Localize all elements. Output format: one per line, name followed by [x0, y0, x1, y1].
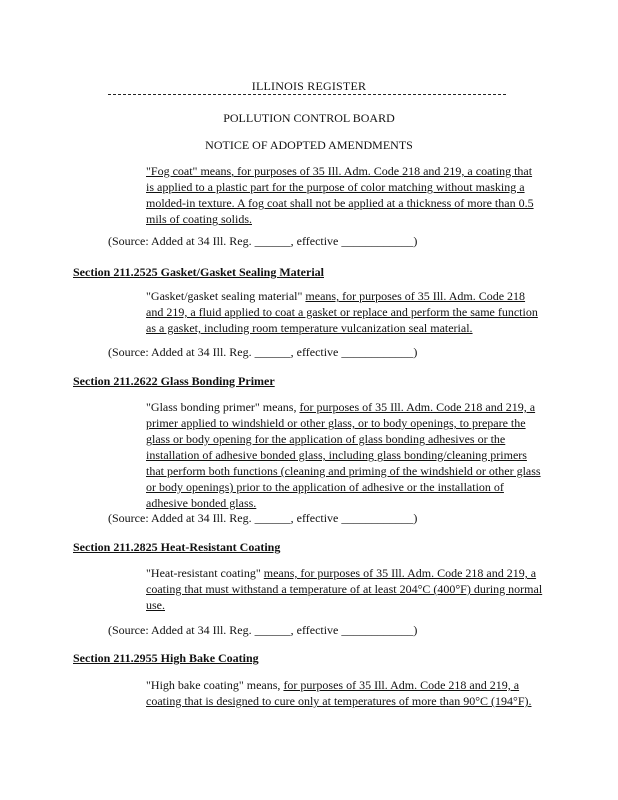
section-heading-2825: Section 211.2825 Heat-Resistant Coating	[73, 540, 281, 554]
source-note-4: (Source: Added at 34 Ill. Reg. ______, effective ____________)	[108, 623, 418, 637]
source-note-3: (Source: Added at 34 Ill. Reg. ______, effective ____________)	[108, 511, 418, 525]
glass-bonding-definition: "Glass bonding primer" means, for purposes of 35 Ill. Adm. Code 218 and 219, a primer applied to windshield or other glass, or to body openings, to prepare the glass or body opening for the application of glass bonding adhesives or the installation of adhesive bonded glass, including glass bonding/cleaning primers that perform both functions (cleaning and priming of the windshield or other glass or body openings) prior to the application of adhesive or the installation of adhesive bonded glass.	[146, 400, 541, 510]
board-title: POLLUTION CONTROL BOARD	[223, 111, 395, 125]
heat-resistant-definition: "Heat-resistant coating" means, for purposes of 35 Ill. Adm. Code 218 and 219, a coating that must withstand a temperature of at least 204°C (400°F) during normal use.	[146, 566, 543, 612]
source-note-2: (Source: Added at 34 Ill. Reg. ______, effective ____________)	[108, 345, 418, 359]
source-note-1: (Source: Added at 34 Ill. Reg. ______, effective ____________)	[108, 234, 418, 248]
section-heading-2622: Section 211.2622 Glass Bonding Primer	[73, 374, 275, 388]
gasket-definition: "Gasket/gasket sealing material" means, for purposes of 35 Ill. Adm. Code 218 and 219, a fluid applied to coat a gasket or replace and perform the same function as a gasket, including room temperature vulcanization seal material.	[146, 289, 538, 335]
section-heading-2525: Section 211.2525 Gasket/Gasket Sealing Material	[73, 265, 324, 279]
section-heading-2955: Section 211.2955 High Bake Coating	[73, 651, 259, 665]
notice-title: NOTICE OF ADOPTED AMENDMENTS	[205, 138, 413, 152]
fog-coat-definition: "Fog coat" means, for purposes of 35 Ill. Adm. Code 218 and 219, a coating that is applied to a plastic part for the purpose of color matching without masking a molded-in texture. A fog coat shall not be applied at a thickness of more than 0.5 mils of coating solids.	[146, 164, 534, 226]
register-title: ILLINOIS REGISTER	[0, 78, 618, 94]
high-bake-definition: "High bake coating" means, for purposes of 35 Ill. Adm. Code 218 and 219, a coating that is designed to cure only at temperatures of more than 90°C (194°F).	[146, 678, 532, 708]
